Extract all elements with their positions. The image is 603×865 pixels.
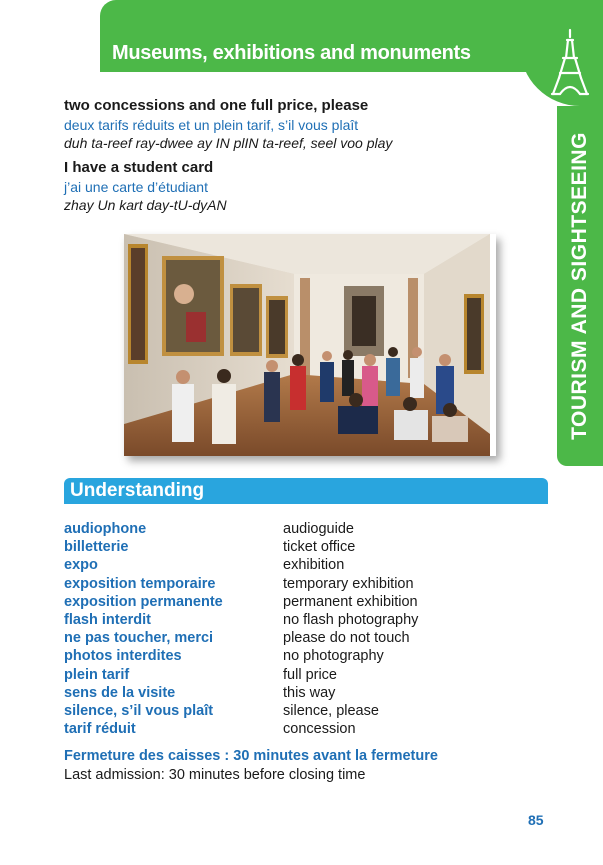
phrase-french: j’ai une carte d’étudiant	[64, 179, 208, 195]
vocab-meaning: concession	[283, 721, 356, 738]
phrase-french: deux tarifs réduits et un plein tarif, s’il vous plaît	[64, 117, 359, 133]
chapter-title: Museums, exhibitions and monuments	[112, 42, 471, 64]
museum-gallery-photo	[124, 234, 496, 456]
vocab-row	[64, 575, 544, 593]
vocab-row	[64, 611, 544, 629]
vocab-meaning: no flash photography	[283, 611, 419, 628]
vocab-term: billetterie	[64, 539, 129, 556]
section-side-tab	[557, 106, 603, 466]
vocab-meaning: this way	[283, 684, 336, 701]
vocab-row	[64, 520, 544, 538]
vocab-meaning: silence, please	[283, 702, 379, 719]
vocab-meaning: permanent exhibition	[283, 593, 418, 610]
vocab-term: audiophone	[64, 521, 147, 537]
vocab-row	[64, 684, 544, 702]
vocab-row	[64, 538, 544, 556]
vocab-term: silence, s’il vous plaît	[64, 702, 214, 719]
vocab-term: expo	[64, 557, 98, 574]
eiffel-tower-icon	[548, 28, 592, 98]
understanding-title: Understanding	[70, 480, 205, 501]
phrase-pronunciation: zhay Un kart day-tU-dyAN	[64, 197, 227, 213]
vocab-term: plein tarif	[64, 666, 130, 683]
vocab-row	[64, 556, 544, 574]
vocab-term: ne pas toucher, merci	[64, 630, 214, 647]
phrase-pronunciation: duh ta-reef ray-dwee ay IN plIN ta-reef, seel voo play	[64, 135, 393, 151]
phrase-english: two concessions and one full price, please	[64, 97, 369, 114]
vocab-meaning: please do not touch	[283, 630, 410, 647]
vocab-meaning: audioguide	[283, 521, 354, 537]
vocab-row	[64, 629, 544, 647]
vocabulary-list	[64, 520, 544, 738]
side-tab-label: TOURISM AND SIGHTSEEING	[568, 132, 592, 440]
notice-french: Fermeture des caisses : 30 minutes avant la fermeture	[64, 748, 438, 764]
phrase-english: I have a student card	[64, 159, 214, 176]
vocab-term: tarif réduit	[64, 721, 136, 738]
vocab-meaning: no photography	[283, 648, 384, 665]
vocab-row	[64, 720, 544, 738]
vocab-term: photos interdites	[64, 648, 182, 665]
vocab-meaning: full price	[283, 666, 337, 683]
vocab-row	[64, 666, 544, 684]
vocab-term: flash interdit	[64, 611, 152, 628]
vocab-row	[64, 647, 544, 665]
notice-english: Last admission: 30 minutes before closing time	[64, 767, 366, 783]
page-number: 85	[528, 812, 544, 828]
vocab-meaning: ticket office	[283, 539, 356, 556]
vocab-row	[64, 702, 544, 720]
vocab-row	[64, 593, 544, 611]
vocab-term: sens de la visite	[64, 684, 176, 701]
vocab-meaning: exhibition	[283, 557, 345, 574]
vocab-term: exposition temporaire	[64, 575, 216, 592]
vocab-term: exposition permanente	[64, 593, 223, 610]
vocab-meaning: temporary exhibition	[283, 575, 414, 592]
